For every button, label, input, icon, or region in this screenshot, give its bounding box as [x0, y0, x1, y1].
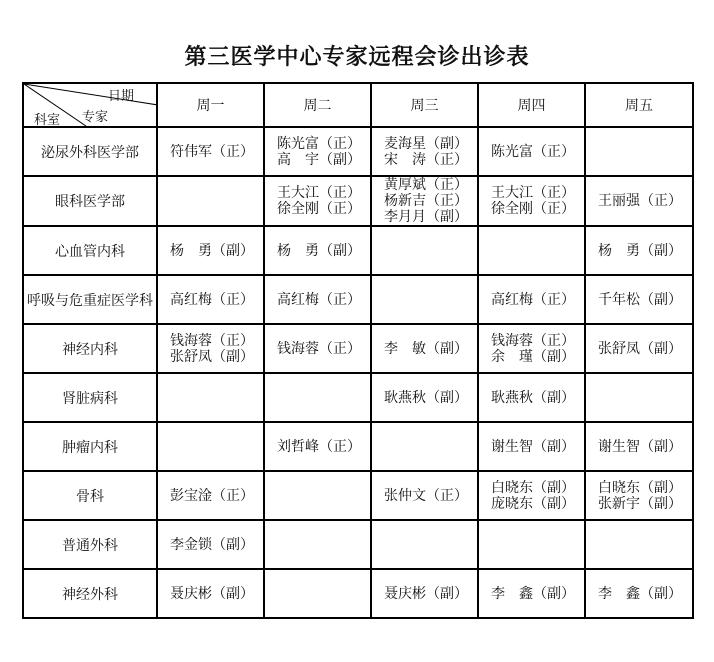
table-row — [23, 471, 693, 520]
doctor-entry: 高红梅（正） — [277, 291, 361, 308]
doctor-entry: 钱海蓉（正） — [170, 332, 254, 349]
schedule-cell — [478, 471, 585, 520]
doctor-entry: 千年松（副） — [598, 291, 682, 308]
doctor-entry: 王大江（正） — [491, 185, 575, 201]
doctor-entry: 李月月（副） — [384, 209, 468, 225]
schedule-cell — [585, 471, 693, 520]
department-cell: 肿瘤内科 — [23, 422, 157, 471]
day-header: 周五 — [585, 83, 693, 127]
department-cell: 肾脏病科 — [23, 373, 157, 422]
doctor-entry: 高红梅（正） — [491, 291, 575, 308]
doctor-entry: 李 鑫（副） — [598, 585, 682, 602]
doctor-entry: 王大江（正） — [277, 185, 361, 201]
schedule-cell — [371, 176, 478, 226]
table-row — [23, 226, 693, 275]
schedule-cell — [371, 373, 478, 422]
schedule-cell — [478, 324, 585, 373]
table-row — [23, 275, 693, 324]
department-cell: 眼科医学部 — [23, 176, 157, 226]
schedule-cell — [478, 520, 585, 569]
doctor-entry: 钱海蓉（正） — [491, 332, 575, 349]
corner-label-date: 日期 — [107, 89, 134, 104]
schedule-cell — [478, 176, 585, 226]
schedule-cell — [371, 471, 478, 520]
doctor-entry: 谢生智（副） — [491, 438, 575, 455]
schedule-cell — [478, 569, 585, 618]
doctor-entry: 谢生智（副） — [598, 438, 682, 455]
day-header: 周三 — [371, 83, 478, 127]
schedule-cell — [371, 324, 478, 373]
schedule-cell — [585, 569, 693, 618]
doctor-entry: 李 敏（副） — [384, 340, 468, 357]
schedule-cell — [478, 373, 585, 422]
schedule-cell — [157, 127, 264, 176]
doctor-entry: 聂庆彬（副） — [170, 585, 254, 602]
doctor-entry: 王丽强（正） — [598, 193, 682, 209]
schedule-cell — [157, 471, 264, 520]
schedule-cell — [264, 373, 371, 422]
doctor-entry: 高红梅（正） — [170, 291, 254, 308]
doctor-entry: 杨 勇（副） — [598, 242, 682, 259]
table-row — [23, 127, 693, 176]
doctor-entry: 符伟军（正） — [170, 143, 254, 160]
doctor-entry: 余 瑾（副） — [491, 348, 575, 365]
schedule-cell — [585, 226, 693, 275]
schedule-cell — [157, 520, 264, 569]
doctor-entry: 麦海星（副） — [384, 135, 468, 152]
schedule-cell — [585, 520, 693, 569]
doctor-entry: 刘哲峰（正） — [277, 438, 361, 455]
doctor-entry: 黄厚斌（正） — [384, 177, 468, 193]
schedule-cell — [264, 176, 371, 226]
schedule-cell — [371, 422, 478, 471]
table-row — [23, 176, 693, 226]
department-cell: 普通外科 — [23, 520, 157, 569]
table-row — [23, 520, 693, 569]
schedule-body — [23, 127, 693, 618]
corner-label-expert: 专家 — [82, 110, 109, 125]
doctor-entry: 钱海蓉（正） — [277, 340, 361, 357]
doctor-entry: 徐全刚（正） — [491, 201, 575, 217]
table-row — [23, 422, 693, 471]
schedule-cell — [371, 226, 478, 275]
doctor-entry: 张仲文（正） — [384, 487, 468, 504]
schedule-cell — [264, 520, 371, 569]
page-title: 第三医学中心专家远程会诊出诊表 — [184, 44, 530, 70]
day-header: 周四 — [478, 83, 585, 127]
doctor-entry: 李 鑫（副） — [491, 585, 575, 602]
doctor-entry: 庞晓东（副） — [491, 495, 575, 512]
doctor-entry: 白晓东（副） — [598, 479, 682, 496]
schedule-cell — [157, 176, 264, 226]
department-cell: 呼吸与危重症医学科 — [23, 275, 157, 324]
schedule-cell — [157, 569, 264, 618]
doctor-entry: 白晓东（副） — [491, 479, 575, 496]
table-row — [23, 569, 693, 618]
doctor-entry: 耿燕秋（副） — [491, 389, 575, 406]
schedule-cell — [585, 127, 693, 176]
schedule-cell — [264, 226, 371, 275]
schedule-cell — [585, 373, 693, 422]
schedule-cell — [371, 127, 478, 176]
schedule-cell — [478, 127, 585, 176]
schedule-cell — [157, 373, 264, 422]
department-cell: 泌尿外科医学部 — [23, 127, 157, 176]
doctor-entry: 高 宇（副） — [277, 151, 361, 168]
doctor-entry: 张新宇（副） — [598, 495, 682, 512]
schedule-cell — [371, 275, 478, 324]
doctor-entry: 宋 涛（正） — [384, 151, 468, 168]
doctor-entry: 杨 勇（副） — [170, 242, 254, 259]
schedule-cell — [371, 569, 478, 618]
schedule-cell — [585, 422, 693, 471]
header-row — [23, 83, 693, 127]
department-cell: 神经外科 — [23, 569, 157, 618]
schedule-cell — [264, 127, 371, 176]
day-header: 周一 — [157, 83, 264, 127]
schedule-cell — [478, 422, 585, 471]
department-cell: 心血管内科 — [23, 226, 157, 275]
corner-header-cell — [23, 83, 157, 127]
doctor-entry: 耿燕秋（副） — [384, 389, 468, 406]
doctor-entry: 聂庆彬（副） — [384, 585, 468, 602]
department-cell: 神经内科 — [23, 324, 157, 373]
doctor-entry: 张舒凤（副） — [598, 340, 682, 357]
corner-label-dept: 科室 — [34, 113, 61, 127]
doctor-entry: 杨 勇（副） — [277, 242, 361, 259]
doctor-entry: 彭宝淦（正） — [170, 487, 254, 504]
schedule-table — [22, 82, 694, 619]
department-cell: 骨科 — [23, 471, 157, 520]
schedule-cell — [585, 275, 693, 324]
schedule-cell — [264, 324, 371, 373]
day-header: 周二 — [264, 83, 371, 127]
doctor-entry: 李金锁（副） — [170, 536, 254, 553]
schedule-cell — [478, 226, 585, 275]
schedule-cell — [157, 226, 264, 275]
schedule-cell — [264, 569, 371, 618]
schedule-cell — [585, 176, 693, 226]
doctor-entry: 徐全刚（正） — [277, 201, 361, 217]
schedule-cell — [264, 422, 371, 471]
doctor-entry: 陈光富（正） — [277, 135, 361, 152]
table-row — [23, 324, 693, 373]
schedule-cell — [157, 422, 264, 471]
table-row — [23, 373, 693, 422]
schedule-cell — [157, 324, 264, 373]
schedule-cell — [478, 275, 585, 324]
schedule-cell — [585, 324, 693, 373]
schedule-cell — [371, 520, 478, 569]
doctor-entry: 杨新吉（正） — [384, 193, 468, 209]
schedule-cell — [157, 275, 264, 324]
schedule-cell — [264, 471, 371, 520]
doctor-entry: 陈光富（正） — [491, 143, 575, 160]
doctor-entry: 张舒凤（副） — [170, 348, 254, 365]
schedule-cell — [264, 275, 371, 324]
